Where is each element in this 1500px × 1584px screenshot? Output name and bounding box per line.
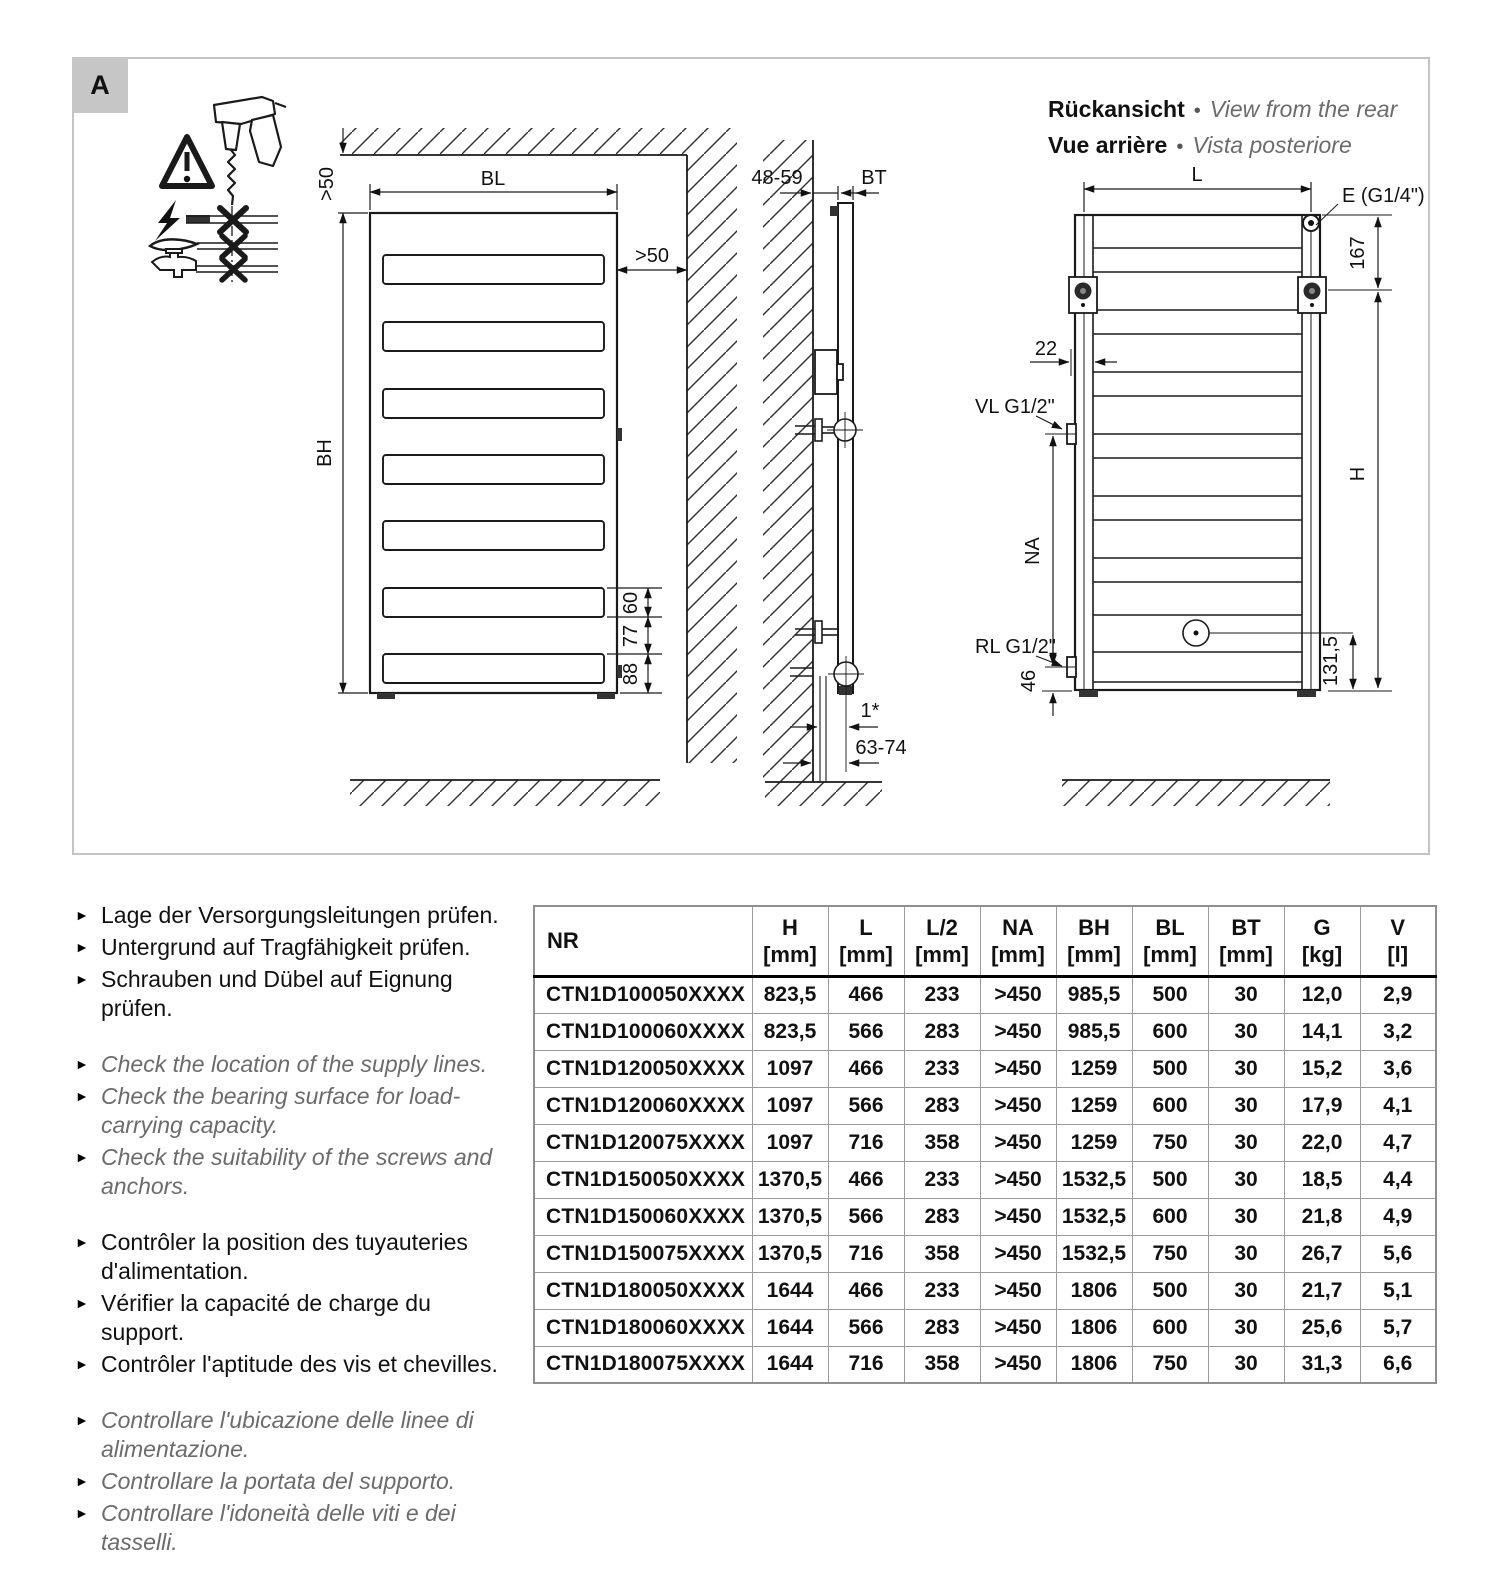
title-fr: Vue arrière	[1048, 132, 1168, 158]
value-cell: 283	[904, 1013, 980, 1050]
value-cell: 30	[1208, 1346, 1284, 1383]
value-cell: 30	[1208, 1235, 1284, 1272]
value-cell: 3,2	[1360, 1013, 1436, 1050]
column-header: BT [mm]	[1208, 906, 1284, 976]
value-cell: 233	[904, 976, 980, 1013]
column-header: BL [mm]	[1132, 906, 1208, 976]
value-cell: 358	[904, 1124, 980, 1161]
model-number-cell: CTN1D150050XXXX	[534, 1161, 752, 1198]
front-view-drawing	[314, 128, 737, 806]
column-header: G [kg]	[1284, 906, 1360, 976]
value-cell: 17,9	[1284, 1087, 1360, 1124]
value-cell: 4,1	[1360, 1087, 1436, 1124]
table-row	[534, 1272, 1436, 1309]
column-header: L/2 [mm]	[904, 906, 980, 976]
model-number-cell: CTN1D150075XXXX	[534, 1235, 752, 1272]
vent-port	[1183, 620, 1209, 646]
value-cell: 25,6	[1284, 1309, 1360, 1346]
value-cell: 5,7	[1360, 1309, 1436, 1346]
water-line	[152, 249, 278, 280]
column-header: BH [mm]	[1056, 906, 1132, 976]
dim-label-bl: BL	[480, 168, 506, 190]
value-cell: 1259	[1056, 1124, 1132, 1161]
value-cell: 283	[904, 1087, 980, 1124]
bullet-icon: ►	[75, 1505, 89, 1521]
value-cell: 4,4	[1360, 1161, 1436, 1198]
value-cell: >450	[980, 1087, 1056, 1124]
panel-label: A	[72, 57, 128, 113]
table-row	[534, 1309, 1436, 1346]
value-cell: 1806	[1056, 1309, 1132, 1346]
model-number-cell: CTN1D180075XXXX	[534, 1346, 752, 1383]
instruction-item	[75, 901, 520, 930]
drill-icon	[214, 97, 286, 205]
value-cell: >450	[980, 1124, 1056, 1161]
value-cell: 4,9	[1360, 1198, 1436, 1235]
value-cell: 30	[1208, 976, 1284, 1013]
value-cell: 18,5	[1284, 1161, 1360, 1198]
title-separator: •	[1176, 136, 1184, 158]
instruction-text: Untergrund auf Tragfähigkeit prüfen.	[101, 934, 471, 960]
rear-view-title-line1	[1048, 92, 1397, 128]
value-cell: 500	[1132, 1161, 1208, 1198]
instruction-item	[75, 933, 520, 962]
value-cell: 4,7	[1360, 1124, 1436, 1161]
instruction-text: Controllare l'idoneità delle viti e dei tasselli.	[101, 1500, 456, 1555]
dim-label-h: H	[1347, 466, 1369, 482]
value-cell: 466	[828, 1050, 904, 1087]
model-number-cell: CTN1D120075XXXX	[534, 1124, 752, 1161]
instruction-text: Vérifier la capacité de charge du support.	[101, 1290, 431, 1345]
value-cell: >450	[980, 1235, 1056, 1272]
instruction-item	[75, 965, 520, 1023]
value-cell: 1259	[1056, 1087, 1132, 1124]
value-cell: 823,5	[752, 1013, 828, 1050]
value-cell: 600	[1132, 1087, 1208, 1124]
value-cell: 233	[904, 1272, 980, 1309]
dim-label-e-port: E (G1/4")	[1342, 185, 1425, 207]
bullet-icon: ►	[75, 939, 89, 955]
value-cell: 1370,5	[752, 1161, 828, 1198]
e-port-fitting	[1303, 215, 1319, 231]
column-header: L [mm]	[828, 906, 904, 976]
value-cell: 21,7	[1284, 1272, 1360, 1309]
electric-line	[155, 200, 278, 241]
bullet-icon: ►	[75, 1473, 89, 1489]
value-cell: 1259	[1056, 1050, 1132, 1087]
value-cell: 233	[904, 1050, 980, 1087]
heater-housing	[815, 350, 837, 394]
dim-label-88: 88	[620, 662, 642, 686]
dim-label-clearance-top: >50	[316, 167, 338, 201]
instructions-block	[75, 901, 520, 1584]
rear-view-drawing	[975, 164, 1425, 806]
value-cell: 750	[1132, 1346, 1208, 1383]
column-header: V [l]	[1360, 906, 1436, 976]
value-cell: 716	[828, 1346, 904, 1383]
value-cell: >450	[980, 1346, 1056, 1383]
value-cell: 985,5	[1056, 1013, 1132, 1050]
instruction-text: Schrauben und Dübel auf Eignung prüfen.	[101, 966, 453, 1021]
instruction-text: Contrôler l'aptitude des vis et chevilles.	[101, 1351, 498, 1377]
value-cell: 283	[904, 1198, 980, 1235]
dim-label-bh: BH	[314, 439, 336, 467]
value-cell: 3,6	[1360, 1050, 1436, 1087]
instruction-item	[75, 1350, 520, 1379]
dim-label-22: 22	[1034, 338, 1058, 360]
instruction-item	[75, 1050, 520, 1079]
table-row	[534, 1235, 1436, 1272]
model-number-cell: CTN1D150060XXXX	[534, 1198, 752, 1235]
model-number-cell: CTN1D120060XXXX	[534, 1087, 752, 1124]
instructions-it	[75, 1406, 520, 1557]
warning-pictogram	[150, 97, 286, 282]
model-number-cell: CTN1D180060XXXX	[534, 1309, 752, 1346]
instructions-en	[75, 1050, 520, 1201]
value-cell: 1806	[1056, 1272, 1132, 1309]
value-cell: 823,5	[752, 976, 828, 1013]
value-cell: 466	[828, 976, 904, 1013]
radiator-profile	[838, 203, 853, 693]
mounting-bracket-left	[1069, 277, 1097, 313]
value-cell: 358	[904, 1235, 980, 1272]
value-cell: 466	[828, 1272, 904, 1309]
floor-hatch	[765, 782, 882, 806]
value-cell: 14,1	[1284, 1013, 1360, 1050]
value-cell: >450	[980, 1309, 1056, 1346]
dim-label-vl-port: VL G1/2"	[975, 396, 1055, 418]
table-row	[534, 1050, 1436, 1087]
value-cell: 500	[1132, 976, 1208, 1013]
column-header: NR	[534, 906, 752, 976]
instruction-item	[75, 1406, 520, 1464]
table-row	[534, 1161, 1436, 1198]
table-row	[534, 1198, 1436, 1235]
column-header: NA [mm]	[980, 906, 1056, 976]
value-cell: 30	[1208, 1161, 1284, 1198]
value-cell: 5,1	[1360, 1272, 1436, 1309]
value-cell: 2,9	[1360, 976, 1436, 1013]
instruction-item	[75, 1228, 520, 1286]
model-number-cell: CTN1D180050XXXX	[534, 1272, 752, 1309]
bullet-icon: ►	[75, 1234, 89, 1250]
dim-label-clearance-side: >50	[635, 245, 669, 267]
value-cell: 566	[828, 1087, 904, 1124]
value-cell: 1097	[752, 1050, 828, 1087]
value-cell: 985,5	[1056, 976, 1132, 1013]
instruction-text: Check the suitability of the screws and anchors.	[101, 1144, 493, 1199]
floor-hatch	[1062, 780, 1330, 806]
table-row	[534, 1346, 1436, 1383]
value-cell: 5,6	[1360, 1235, 1436, 1272]
dim-label-na: NA	[1022, 537, 1044, 565]
title-separator: •	[1193, 100, 1201, 122]
value-cell: 26,7	[1284, 1235, 1360, 1272]
value-cell: 1370,5	[752, 1235, 828, 1272]
value-cell: 21,8	[1284, 1198, 1360, 1235]
instruction-text: Controllare l'ubicazione delle linee di alimentazione.	[101, 1407, 474, 1462]
value-cell: 12,0	[1284, 976, 1360, 1013]
spec-table	[533, 905, 1437, 1384]
value-cell: 30	[1208, 1050, 1284, 1087]
value-cell: >450	[980, 1272, 1056, 1309]
value-cell: 22,0	[1284, 1124, 1360, 1161]
value-cell: 1806	[1056, 1346, 1132, 1383]
instruction-text: Check the bearing surface for load-carrying capacity.	[101, 1083, 461, 1138]
wall-hatch-right	[687, 128, 737, 763]
no-drill-x-icon	[222, 259, 245, 280]
dim-label-60: 60	[620, 591, 642, 615]
title-de: Rückansicht	[1048, 96, 1185, 122]
side-view-drawing	[751, 140, 906, 806]
value-cell: 30	[1208, 1124, 1284, 1161]
radiator-rear	[1075, 215, 1320, 690]
value-cell: 600	[1132, 1198, 1208, 1235]
rear-view-title-line2	[1048, 128, 1397, 164]
value-cell: 716	[828, 1124, 904, 1161]
instruction-item	[75, 1082, 520, 1140]
model-number-cell: CTN1D120050XXXX	[534, 1050, 752, 1087]
model-number-cell: CTN1D100060XXXX	[534, 1013, 752, 1050]
value-cell: 15,2	[1284, 1050, 1360, 1087]
wall-hatch-top	[340, 128, 687, 155]
value-cell: 1532,5	[1056, 1161, 1132, 1198]
spec-table-header-row	[534, 906, 1436, 976]
mounting-bracket-right	[1298, 277, 1326, 313]
value-cell: 566	[828, 1198, 904, 1235]
value-cell: 30	[1208, 1087, 1284, 1124]
bullet-icon: ►	[75, 1088, 89, 1104]
dim-label-167: 167	[1347, 236, 1369, 270]
value-cell: 30	[1208, 1309, 1284, 1346]
value-cell: 358	[904, 1346, 980, 1383]
title-it: Vista posteriore	[1192, 132, 1352, 158]
value-cell: >450	[980, 1198, 1056, 1235]
no-drill-x-icon	[220, 208, 246, 232]
no-drill-x-icon	[222, 236, 245, 257]
dim-label-floor-dist: 63-74	[855, 737, 907, 759]
value-cell: 1644	[752, 1309, 828, 1346]
instruction-text: Lage der Versorgungsleitungen prüfen.	[101, 902, 499, 928]
radiator-foot	[597, 693, 615, 699]
bullet-icon: ►	[75, 907, 89, 923]
column-header: H [mm]	[752, 906, 828, 976]
value-cell: 1644	[752, 1346, 828, 1383]
dim-label-bt: BT	[861, 167, 887, 189]
title-en: View from the rear	[1209, 96, 1398, 122]
value-cell: 233	[904, 1161, 980, 1198]
value-cell: 283	[904, 1309, 980, 1346]
instruction-text: Check the location of the supply lines.	[101, 1051, 488, 1077]
value-cell: 466	[828, 1161, 904, 1198]
warning-triangle-icon	[162, 137, 212, 186]
value-cell: >450	[980, 1161, 1056, 1198]
dim-label-offset: 1*	[860, 700, 880, 722]
spec-table-body	[534, 976, 1436, 1383]
bullet-icon: ►	[75, 1149, 89, 1165]
value-cell: 1532,5	[1056, 1198, 1132, 1235]
value-cell: 600	[1132, 1309, 1208, 1346]
radiator-front	[370, 213, 617, 693]
dim-label-rl-port: RL G1/2"	[975, 636, 1056, 658]
floor-hatch	[350, 780, 660, 806]
value-cell: >450	[980, 1050, 1056, 1087]
instruction-text: Controllare la portata del supporto.	[101, 1468, 456, 1494]
value-cell: 750	[1132, 1235, 1208, 1272]
bullet-icon: ►	[75, 1056, 89, 1072]
table-row	[534, 1124, 1436, 1161]
dim-label-131: 131,5	[1320, 635, 1342, 687]
rear-view-title	[1048, 92, 1397, 164]
tap-icon	[152, 249, 196, 277]
value-cell: 30	[1208, 1013, 1284, 1050]
instruction-text: Contrôler la position des tuyauteries d'alimentation.	[101, 1229, 468, 1284]
instructions-de	[75, 901, 520, 1023]
instructions-fr	[75, 1228, 520, 1379]
wall-hatch-side	[763, 140, 813, 782]
value-cell: 566	[828, 1013, 904, 1050]
value-cell: 1532,5	[1056, 1235, 1132, 1272]
value-cell: 1644	[752, 1272, 828, 1309]
instruction-item	[75, 1143, 520, 1201]
instruction-item	[75, 1499, 520, 1557]
model-number-cell: CTN1D100050XXXX	[534, 976, 752, 1013]
value-cell: 31,3	[1284, 1346, 1360, 1383]
value-cell: 716	[828, 1235, 904, 1272]
dim-label-l: L	[1191, 164, 1203, 186]
value-cell: >450	[980, 1013, 1056, 1050]
bullet-icon: ►	[75, 1412, 89, 1428]
dim-label-46: 46	[1018, 669, 1040, 693]
value-cell: 600	[1132, 1013, 1208, 1050]
table-row	[534, 1013, 1436, 1050]
radiator-foot	[377, 693, 395, 699]
instruction-item	[75, 1467, 520, 1496]
bullet-icon: ►	[75, 971, 89, 987]
value-cell: 1097	[752, 1124, 828, 1161]
table-row	[534, 1087, 1436, 1124]
bullet-icon: ►	[75, 1295, 89, 1311]
dim-label-77: 77	[620, 624, 642, 648]
value-cell: 30	[1208, 1198, 1284, 1235]
value-cell: 750	[1132, 1124, 1208, 1161]
value-cell: 1370,5	[752, 1198, 828, 1235]
value-cell: 500	[1132, 1050, 1208, 1087]
value-cell: >450	[980, 976, 1056, 1013]
value-cell: 566	[828, 1309, 904, 1346]
value-cell: 1097	[752, 1087, 828, 1124]
table-row	[534, 976, 1436, 1013]
value-cell: 500	[1132, 1272, 1208, 1309]
bullet-icon: ►	[75, 1356, 89, 1372]
instruction-item	[75, 1289, 520, 1347]
value-cell: 30	[1208, 1272, 1284, 1309]
lightning-icon	[155, 200, 180, 241]
value-cell: 6,6	[1360, 1346, 1436, 1383]
dim-label-wall-dist: 48-59	[751, 167, 803, 189]
